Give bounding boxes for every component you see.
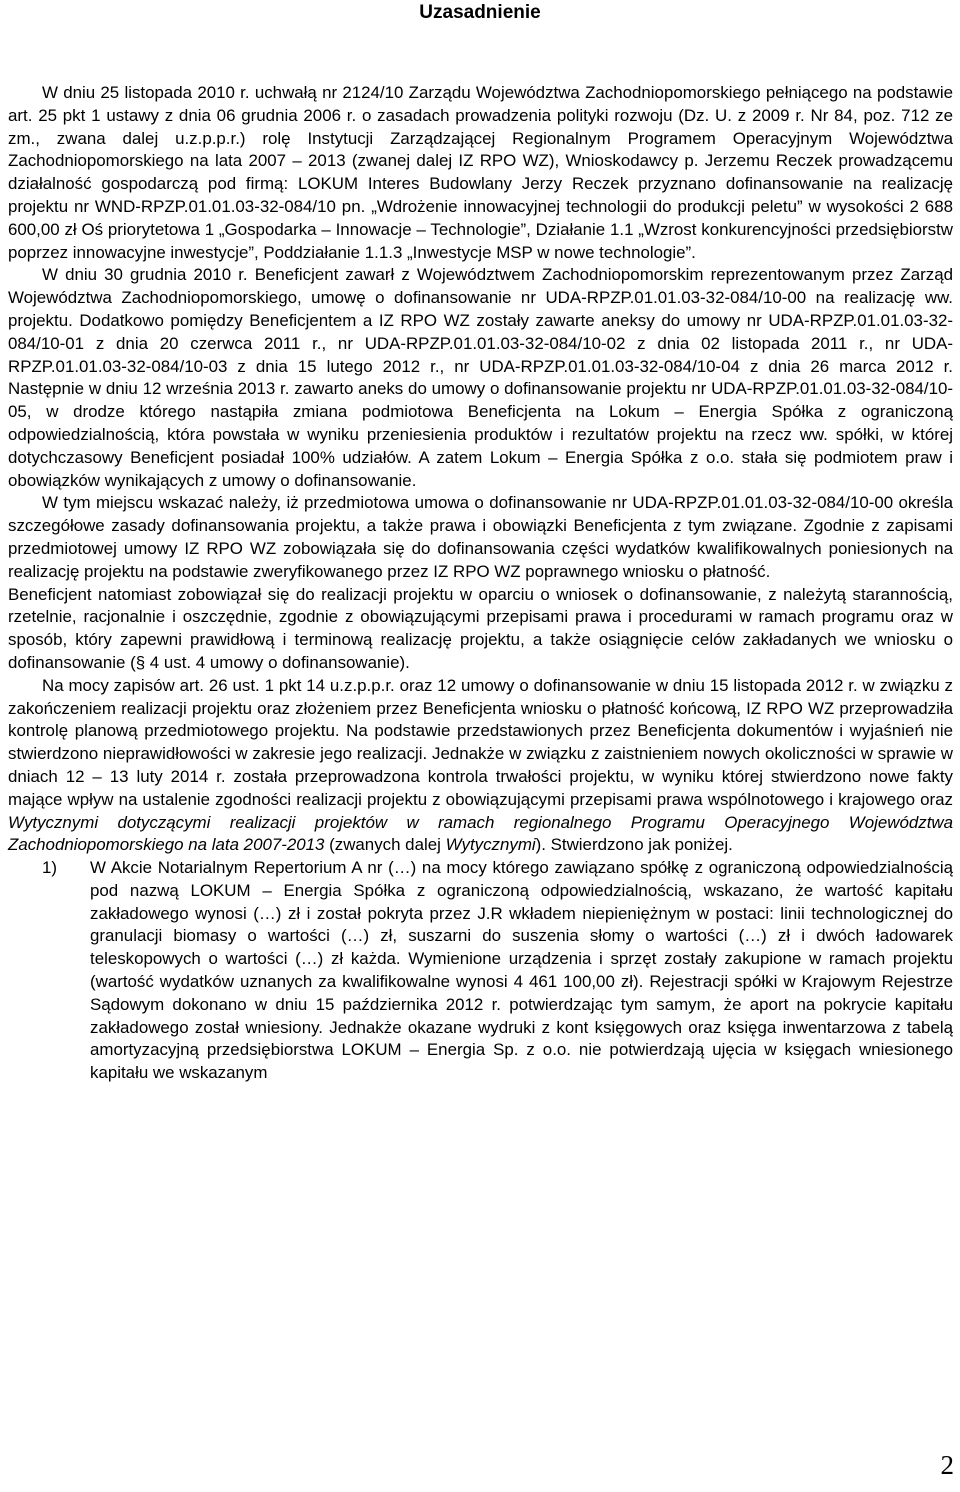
paragraph-text: Na mocy zapisów art. 26 ust. 1 pkt 14 u.z.p.p.r. oraz 12 umowy o dofinansowanie w dniu 15 listopada 2012 r. w związku z zakończeniem realizacji projektu oraz złożeniem przez Beneficjenta wniosku o płatność końcową, IZ RPO WZ przeprowadziła kontrolę planową przedmiotowego projektu. Na podstawie przedstawionych przez Beneficjenta dokumentów i wyjaśnień nie stwierdzono nieprawidłowości w zakresie jego realizacji. Jednakże w związku z zaistnieniem nowych okoliczności w sprawie w dniach 12 – 13 luty 2014 r. została przeprowadzona kontrola trwałości projektu, w wyniku której stwierdzono nowe fakty mające wpływ na ustalenie zgodności realizacji projektu z obowiązującymi przepisami prawa wspólnotowego i krajowego oraz (8, 675, 953, 809)
paragraph-container (8, 82, 953, 857)
paragraph-text: W dniu 25 listopada 2010 r. uchwałą nr 2124/10 Zarządu Województwa Zachodniopomorskiego pełniącego na podstawie art. 25 pkt 1 ustawy z dnia 06 grudnia 2006 r. o zasadach prowadzenia polityki rozwoju (Dz. U. z 2009 r. Nr 84, poz. 712 ze zm., zwana dalej u.z.p.p.r.) rolę Instytucji Zarządzającej Regionalnym Programem Operacyjnym Województwa Zachodniopomorskiego na lata 2007 – 2013 (zwanej dalej IZ RPO WZ), Wnioskodawcy p. Jerzemu Reczek prowadzącemu działalność gospodarczą pod firmą: LOKUM Interes Budowlany Jerzy Reczek przyznano dofinansowanie na realizację projektu nr WND-RPZP.01.01.03-32-084/10 pn. „Wdrożenie innowacyjnej technologii do produkcji peletu” w wysokości 2 688 600,00 zł Oś priorytetowa 1 „Gospodarka – Innowacje – Technologie”, Działanie 1.1 „Wzrost konkurencyjności przedsiębiorstw poprzez innowacyjne inwestycje”, Poddziałanie 1.1.3 „Inwestycje MSP w nowe technologie”. (8, 83, 953, 262)
paragraph-text: W dniu 30 grudnia 2010 r. Beneficjent zawarł z Województwem Zachodniopomorskim reprezentowanym przez Zarząd Województwa Zachodniopomorskiego, umowę o dofinansowanie nr UDA-RPZP.01.01.03-32-084/10-00 na realizację ww. projektu. Dodatkowo pomiędzy Beneficjentem a IZ RPO WZ zostały zawarte aneksy do umowy nr UDA-RPZP.01.01.03-32-084/10-01 z dnia 20 czerwca 2011 r., nr UDA-RPZP.01.01.03-32-084/10-02 z dnia 02 listopada 2011 r., nr UDA-RPZP.01.01.03-32-084/10-03 z dnia 15 lutego 2012 r., nr UDA-RPZP.01.01.03-32-084/10-04 z dnia 26 marca 2012 r. Następnie w dniu 12 września 2013 r. zawarto aneks do umowy o dofinansowanie projektu nr UDA-RPZP.01.01.03-32-084/10-05, w drodze którego nastąpiła zmiana podmiotowa Beneficjenta na Lokum – Energia Spółka z ograniczoną odpowiedzialnością, która powstała w wyniku przeniesienia produktów i rezultatów projektu na rzecz ww. spółki, w której dotychczasowy Beneficjent posiadał 100% udziałów. A zatem Lokum – Energia Spółka z o.o. stała się podmiotem praw i obowiązków wynikających z umowy o dofinansowanie. (8, 265, 953, 490)
paragraph (8, 82, 953, 264)
page-number: 2 (940, 1450, 954, 1480)
italic-text: Wytycznymi dotyczącymi realizacji projektów w ramach regionalnego Programu Operacyjnego Województwa Zachodniopomorskiego na lata 2007-2013 (8, 812, 953, 855)
italic-text: Wytycznymi (445, 835, 536, 855)
list-item-text: W Akcie Notarialnym Repertorium A nr (…) na mocy którego zawiązano spółkę z ograniczoną odpowiedzialnością pod nazwą LOKUM – Energia Spółka z ograniczoną odpowiedzialnością, wskazano, że wartość kapitału zakładowego wynosi (…) zł i został pokryta przez J.R wkładem niepieniężnym w postaci: linii technologicznej do granulacji biomasy o wartości (…) zł, suszarni do suszenia słomy o wartości (…) zł i dwóch ładowarek teleskopowych o wartości (…) zł każda. Wymienione urządzenia i sprzęt zostały zakupione w ramach projektu (wartość wydatków uznanych za kwalifikowalne wynosi 4 461 100,00 zł). Rejestracji spółki w Krajowym Rejestrze Sądowym dokonano w dniu 15 października 2012 r. potwierdzając tym samym, że aport na pokrycie kapitału zakładowego został wniesiony. Jednakże okazane wydruki z kont księgowych oraz księga inwentarzowa z tabelą amortyzacyjną przedsiębiorstwa LOKUM – Energia Sp. z o.o. nie potwierdzają ujęcia w księgach wniesionego kapitału we wskazanym (90, 858, 953, 1083)
paragraph-text: ). Stwierdzono jak poniżej. (535, 835, 733, 855)
paragraph (8, 584, 953, 675)
numbered-list (8, 857, 953, 1085)
paragraph (8, 492, 953, 583)
paragraph-text: W tym miejscu wskazać należy, iż przedmiotowa umowa o dofinansowanie nr UDA-RPZP.01.01.03-32-084/10-00 określa szczegółowe zasady dofinansowania projektu, a także prawa i obowiązki Beneficjenta z tym związane. Zgodnie z zapisami przedmiotowej umowy IZ RPO WZ zobowiązała się do dofinansowania części wydatków kwalifikowalnych poniesionych na realizację projektu na podstawie zweryfikowanego przez IZ RPO WZ poprawnego wniosku o płatność. (8, 493, 953, 581)
paragraph (8, 264, 953, 492)
list-item (8, 857, 953, 1085)
paragraph-text: Beneficjent natomiast zobowiązał się do realizacji projektu w oparciu o wniosek o dofinansowanie, z należytą starannością, rzetelnie, racjonalnie i oszczędnie, zgodnie z obowiązującymi przepisami prawa i procedurami w ramach programu oraz w sposób, który zapewni prawidłową i terminową realizację projektu, a także osiągnięcie celów zakładanych we wniosku o dofinansowanie (§ 4 ust. 4 umowy o dofinansowanie). (8, 584, 953, 672)
paragraph-text: (zwanych dalej (324, 835, 446, 855)
document-body (8, 82, 953, 1085)
document-title: Uzasadnienie (419, 2, 541, 23)
list-item-number: 1) (42, 858, 58, 878)
paragraph (8, 675, 953, 857)
